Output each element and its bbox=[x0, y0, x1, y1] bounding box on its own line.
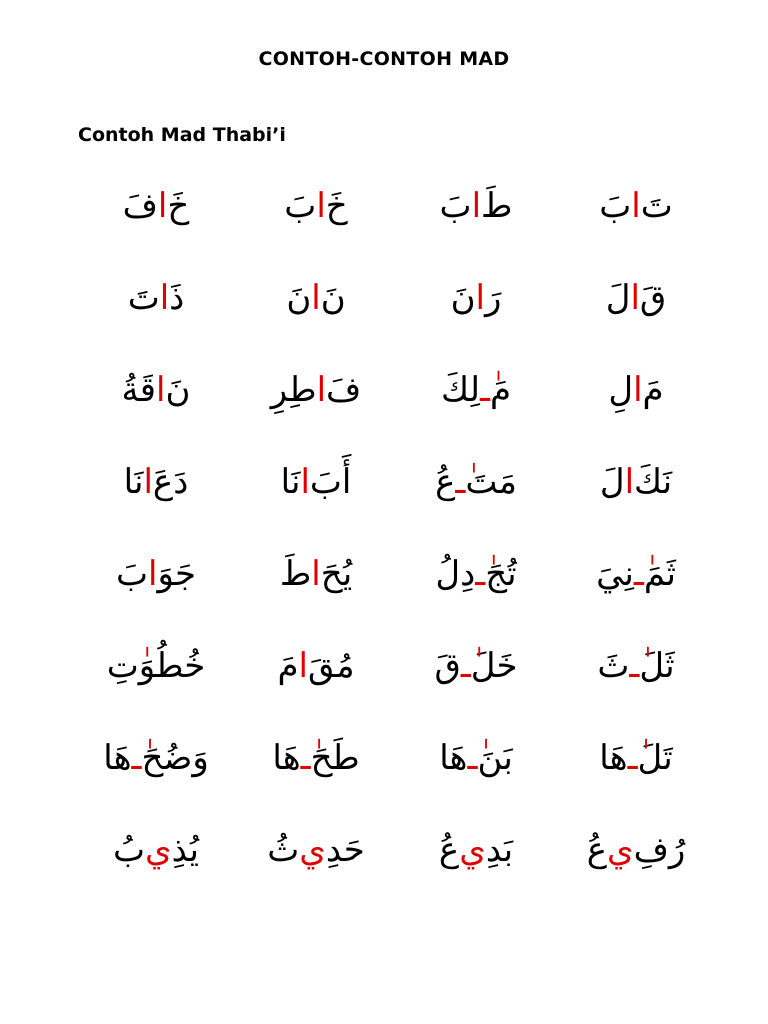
arabic-word-mad-letter: ا bbox=[311, 278, 321, 318]
arabic-word bbox=[556, 804, 716, 896]
arabic-word-mad-letter: ي bbox=[145, 830, 172, 870]
arabic-word-mad-letter: ا bbox=[156, 370, 166, 410]
arabic-word bbox=[556, 528, 716, 620]
arabic-word-suffix: تَ bbox=[127, 278, 160, 318]
arabic-word-prefix: نَكَ bbox=[634, 462, 673, 502]
arabic-word bbox=[76, 160, 236, 252]
arabic-word-mad-letter: ا bbox=[471, 186, 482, 226]
arabic-word-mad-letter: ٰـ bbox=[627, 738, 638, 778]
arabic-word bbox=[396, 804, 556, 896]
arabic-word-suffix: بَ bbox=[439, 186, 472, 226]
arabic-word-suffix: دِلُ bbox=[435, 554, 476, 594]
arabic-word-suffix: نَا bbox=[280, 462, 301, 502]
arabic-word bbox=[76, 804, 236, 896]
arabic-word bbox=[396, 344, 556, 436]
arabic-word bbox=[236, 620, 396, 712]
arabic-word-prefix: رُفِ bbox=[633, 830, 686, 870]
arabic-word-suffix: نَا bbox=[123, 462, 144, 502]
arabic-word-mad-letter: ي bbox=[459, 830, 486, 870]
arabic-word bbox=[236, 528, 396, 620]
arabic-word-mad-letter: ا bbox=[631, 186, 641, 226]
arabic-word bbox=[236, 804, 396, 896]
arabic-word-mad-letter: ٰـ bbox=[480, 370, 490, 410]
arabic-word bbox=[556, 252, 716, 344]
arabic-word bbox=[236, 712, 396, 804]
arabic-word-mad-letter: ا bbox=[630, 278, 640, 318]
arabic-word-suffix: بَ bbox=[599, 186, 632, 226]
arabic-word-prefix: خَلَ bbox=[470, 646, 518, 686]
arabic-word-mad-letter: ي bbox=[299, 830, 326, 870]
arabic-word bbox=[76, 528, 236, 620]
arabic-word-mad-letter: ٰـ bbox=[455, 462, 466, 502]
arabic-word bbox=[236, 436, 396, 528]
arabic-word-mad-letter: ا bbox=[633, 370, 643, 410]
arabic-word-suffix: هَا bbox=[103, 738, 132, 778]
arabic-word-prefix: خَ bbox=[325, 186, 348, 226]
arabic-word bbox=[556, 712, 716, 804]
arabic-word bbox=[556, 160, 716, 252]
arabic-word-suffix: نَ bbox=[286, 278, 312, 318]
arabic-word-suffix: هَا bbox=[439, 738, 468, 778]
arabic-word-prefix: وَضُحَ bbox=[141, 738, 209, 778]
arabic-word bbox=[396, 160, 556, 252]
arabic-word-prefix: مَتَ bbox=[465, 462, 517, 502]
page-title: CONTOH-CONTOH MAD bbox=[258, 48, 510, 70]
arabic-word-mad-letter: ا bbox=[475, 278, 485, 318]
arabic-word-mad-letter: ا bbox=[298, 646, 308, 686]
arabic-word-suffix: بَ bbox=[115, 554, 148, 594]
arabic-word-suffix: لِ bbox=[608, 370, 634, 410]
arabic-word bbox=[76, 344, 236, 436]
arabic-word-mad-letter: ٰـ bbox=[633, 554, 644, 594]
arabic-word-suffix: عُ bbox=[435, 462, 456, 502]
arabic-word-prefix: مَ bbox=[489, 370, 512, 410]
arabic-word-prefix: طَ bbox=[481, 186, 513, 226]
arabic-word bbox=[556, 436, 716, 528]
arabic-word bbox=[76, 620, 236, 712]
arabic-word-suffix: لِكَ bbox=[440, 370, 480, 410]
arabic-word-prefix: ثَمَ bbox=[643, 554, 676, 594]
arabic-word bbox=[236, 252, 396, 344]
arabic-word-mad-letter: ا bbox=[311, 554, 321, 594]
arabic-word bbox=[396, 712, 556, 804]
arabic-word-mad-letter: ا bbox=[624, 462, 635, 502]
arabic-word-suffix: نِيَ bbox=[596, 554, 634, 594]
arabic-word-mad-letter: ا bbox=[159, 278, 170, 318]
arabic-word-prefix: رَ bbox=[485, 278, 502, 318]
arabic-word-mad-letter: ٰـ bbox=[475, 554, 486, 594]
arabic-word bbox=[556, 344, 716, 436]
arabic-word-prefix: خَ bbox=[167, 186, 190, 226]
arabic-word bbox=[556, 620, 716, 712]
arabic-word-prefix: بَدِ bbox=[485, 830, 514, 870]
word-grid bbox=[76, 160, 716, 896]
arabic-word-prefix: نَ bbox=[165, 370, 191, 410]
arabic-word-prefix: يُحَ bbox=[320, 554, 353, 594]
arabic-word-prefix: تُجَ bbox=[485, 554, 517, 594]
arabic-word-mad-letter: ا bbox=[316, 370, 327, 410]
arabic-word-mad-letter: ي bbox=[607, 830, 634, 870]
arabic-word-prefix: ذَ bbox=[169, 278, 185, 318]
arabic-word-prefix: تَ bbox=[640, 186, 673, 226]
arabic-word-mad-letter: ا bbox=[147, 554, 158, 594]
arabic-word-prefix: يُذِ bbox=[171, 830, 199, 870]
arabic-word-prefix: حَدِ bbox=[325, 830, 365, 870]
arabic-word-suffix: طِرِ bbox=[270, 370, 317, 410]
arabic-word-suffix: فَ bbox=[122, 186, 158, 226]
arabic-word bbox=[396, 252, 556, 344]
arabic-word-suffix: مَ bbox=[277, 646, 299, 686]
arabic-word bbox=[396, 436, 556, 528]
arabic-word bbox=[76, 436, 236, 528]
arabic-word-suffix: بُ bbox=[113, 830, 146, 870]
arabic-word bbox=[396, 528, 556, 620]
arabic-word-prefix: مُقَ bbox=[307, 646, 355, 686]
arabic-word bbox=[396, 620, 556, 712]
arabic-word-suffix: ثَ bbox=[597, 646, 630, 686]
arabic-word-mad-letter: ٰـ bbox=[300, 738, 311, 778]
arabic-word-mad-letter: ا bbox=[316, 186, 326, 226]
arabic-word-suffix: بَ bbox=[284, 186, 317, 226]
arabic-word bbox=[76, 252, 236, 344]
arabic-word-mad-letter: ٰـ bbox=[467, 738, 478, 778]
arabic-word-mad-letter: ا bbox=[143, 462, 153, 502]
arabic-word-suffix: نَ bbox=[450, 278, 476, 318]
arabic-word-suffix: تِ bbox=[106, 646, 139, 686]
arabic-word-mad-letter: ا bbox=[157, 186, 168, 226]
arabic-word-suffix: قَةُ bbox=[121, 370, 157, 410]
arabic-word-mad-letter: ا bbox=[300, 462, 310, 502]
arabic-word-suffix: هَا bbox=[599, 738, 628, 778]
arabic-word-prefix: دَعَ bbox=[152, 462, 189, 502]
arabic-word-prefix: ثَلَ bbox=[639, 646, 675, 686]
arabic-word-prefix: تَلَ bbox=[637, 738, 673, 778]
arabic-word bbox=[236, 344, 396, 436]
arabic-word-suffix: لَ bbox=[605, 278, 631, 318]
arabic-word-suffix: لَ bbox=[599, 462, 625, 502]
arabic-word-prefix: قَ bbox=[639, 278, 667, 318]
arabic-word-prefix: أَبَ bbox=[309, 462, 352, 502]
arabic-word-suffix: قَ bbox=[434, 646, 461, 686]
arabic-word-suffix: عُ bbox=[438, 830, 460, 870]
arabic-word-prefix: نَ bbox=[320, 278, 346, 318]
arabic-word-suffix: هَا bbox=[272, 738, 301, 778]
arabic-word-mad-letter: ٰـ bbox=[131, 738, 142, 778]
arabic-word-prefix: بَنَ bbox=[477, 738, 513, 778]
arabic-word-mad-letter: ٰـ bbox=[629, 646, 640, 686]
arabic-word-suffix: عُ bbox=[586, 830, 607, 870]
section-heading: Contoh Mad Thabi’i bbox=[78, 124, 286, 146]
arabic-word-suffix: ثُ bbox=[267, 830, 300, 870]
arabic-word-suffix: طَ bbox=[279, 554, 312, 594]
arabic-word-prefix: طَحَ bbox=[310, 738, 360, 778]
arabic-word-prefix: مَ bbox=[642, 370, 664, 410]
arabic-word bbox=[76, 712, 236, 804]
arabic-word-prefix: خُطُوَ bbox=[138, 646, 206, 686]
arabic-word-prefix: فَ bbox=[326, 370, 362, 410]
arabic-word-prefix: جَوَ bbox=[157, 554, 197, 594]
arabic-word-mad-letter: ٰـ bbox=[460, 646, 471, 686]
arabic-word bbox=[236, 160, 396, 252]
